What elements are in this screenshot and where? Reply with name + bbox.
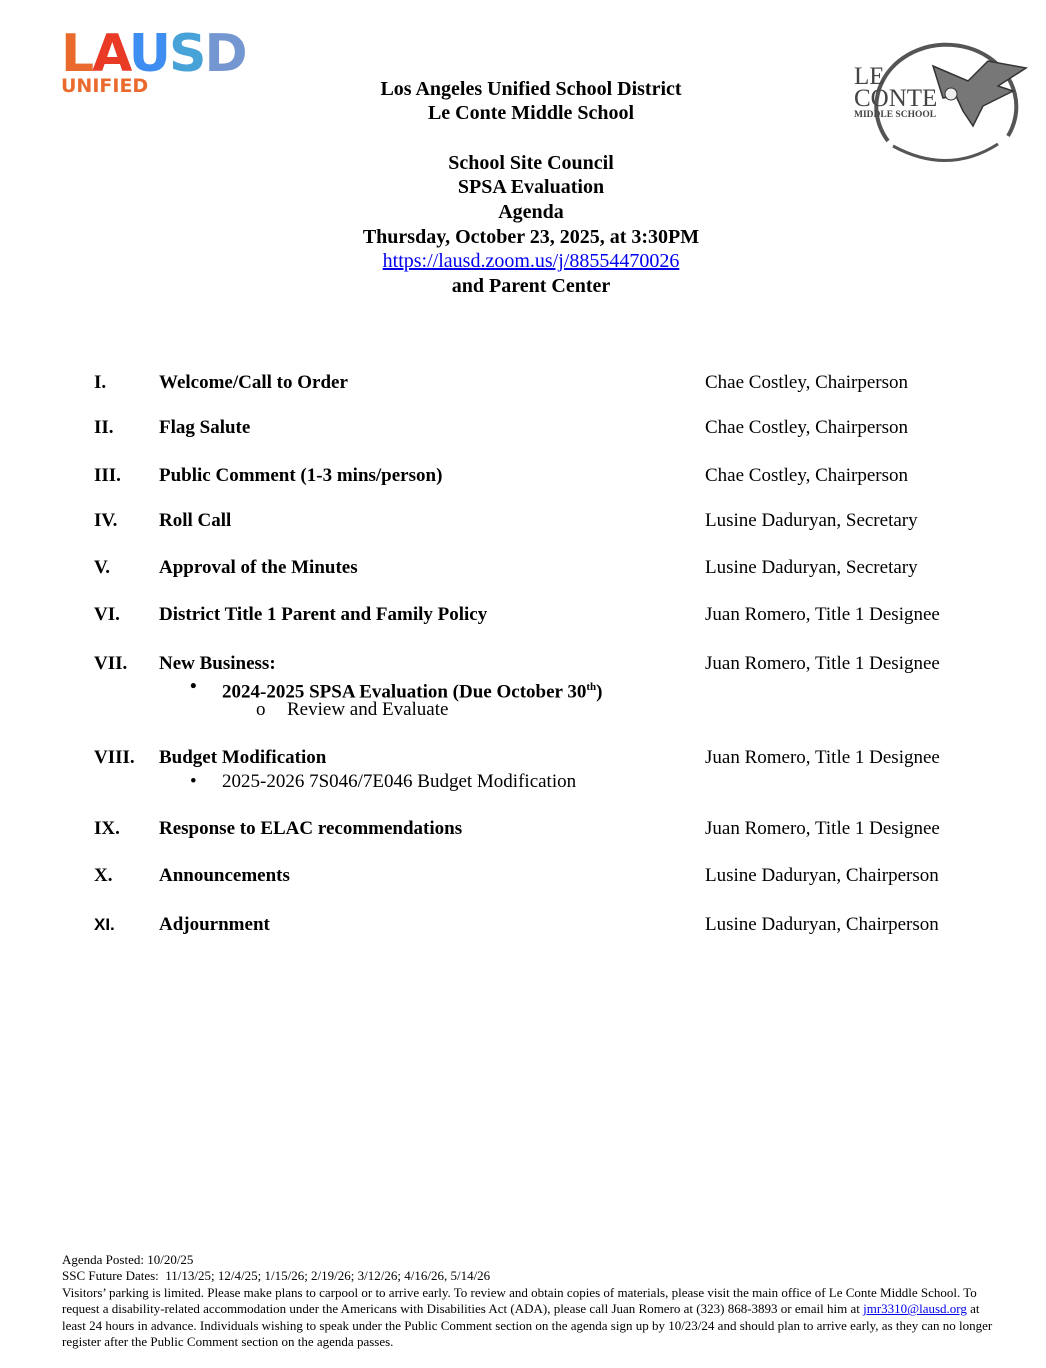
item-title: Welcome/Call to Order [159, 372, 348, 393]
zoom-link[interactable]: https://lausd.zoom.us/j/88554470026 [382, 250, 680, 272]
item-number: XI. [94, 915, 115, 934]
item-number: IV. [94, 510, 118, 531]
item-title: Budget Modification [159, 747, 327, 768]
logo-text-le: LE [854, 63, 885, 90]
agenda-subitem [190, 770, 577, 794]
item-presenter: Juan Romero, Title 1 Designee [705, 653, 940, 674]
item-title: Announcements [159, 865, 290, 886]
agenda-subitem [190, 675, 603, 703]
subitem-superscript: th [586, 681, 597, 693]
agenda-item [0, 556, 1046, 580]
item-presenter: Lusine Daduryan, Chairperson [705, 865, 939, 886]
item-number: VII. [94, 653, 128, 674]
spsa-title: SPSA Evaluation [457, 176, 605, 198]
agenda-subsubitem [256, 698, 449, 722]
item-number: I. [94, 372, 107, 393]
item-title: Roll Call [159, 510, 232, 531]
future-dates: SSC Future Dates: 11/13/25; 12/4/25; 1/15/26; 2/19/26; 3/12/26; 4/16/26, 5/14/26 [62, 1268, 491, 1284]
logo-letter: D [204, 24, 246, 84]
item-presenter: Chae Costley, Chairperson [705, 372, 908, 393]
logo-letter: A [92, 24, 129, 84]
bullet-icon: • [190, 771, 197, 792]
item-title: Response to ELAC recommendations [159, 818, 463, 839]
logo-letter: U [128, 24, 170, 84]
notice-text: Visitors’ parking is limited. Please make plans to carpool or to arrive early. To review and obtain copies of materials, please visit the main office of Le Conte Middle School. To request a disability-related accommodation under the Americans with Disabilities Act (ADA), please call Juan Romero at (323) 868-3893 or email him at [62, 1284, 977, 1317]
agenda-posted: Agenda Posted: 10/20/25 [62, 1252, 194, 1267]
meeting-datetime: Thursday, October 23, 2025, at 3:30PM [362, 226, 700, 248]
item-number: VI. [94, 604, 120, 625]
agenda-item [0, 464, 1046, 488]
meeting-location: and Parent Center [451, 275, 611, 297]
item-presenter: Juan Romero, Title 1 Designee [705, 604, 940, 625]
bullet-icon: • [190, 676, 197, 697]
agenda-item [0, 913, 1046, 937]
agenda-item [0, 817, 1046, 841]
item-presenter: Lusine Daduryan, Chairperson [705, 914, 939, 935]
item-presenter: Juan Romero, Title 1 Designee [705, 747, 940, 768]
footer-notice [62, 1285, 997, 1351]
logo-unified-text: UNIFIED [61, 75, 149, 97]
logo-text-conte: CONTE [854, 85, 938, 112]
item-presenter: Juan Romero, Title 1 Designee [705, 818, 940, 839]
council-title: School Site Council [448, 152, 614, 174]
circle-bullet-icon: o [256, 699, 266, 720]
notice-text: at least 24 hours in advance. Individuals wishing to speak under the Public Comment section on the agenda sign up by 10/23/24 and should plan to arrive early, as they can no longer register after the Public Comment section on the agenda passes. [62, 1301, 993, 1350]
logo-letter: S [169, 24, 205, 84]
subitem-text-end: ) [596, 681, 603, 703]
item-number: IX. [94, 818, 120, 839]
item-number: V. [94, 557, 111, 578]
item-presenter: Lusine Daduryan, Secretary [705, 557, 918, 578]
district-name: Los Angeles Unified School District [380, 78, 682, 100]
agenda-item [0, 416, 1046, 440]
item-presenter: Lusine Daduryan, Secretary [705, 510, 918, 531]
item-number: III. [94, 465, 121, 486]
logo-letter: L [61, 24, 93, 84]
item-title: Public Comment (1-3 mins/person) [159, 465, 443, 486]
subsubitem-text: Review and Evaluate [287, 699, 449, 720]
item-number: X. [94, 865, 113, 886]
item-title: District Title 1 Parent and Family Policy [159, 604, 488, 625]
item-title: Flag Salute [159, 417, 251, 438]
item-number: II. [94, 417, 114, 438]
agenda-title: Agenda [498, 201, 564, 223]
agenda-item [0, 371, 1046, 395]
subitem-text: 2024-2025 SPSA Evaluation (Due October 30 [222, 681, 587, 703]
subitem-text: 2025-2026 7S046/7E046 Budget Modification [222, 771, 577, 792]
agenda-item [0, 746, 1046, 770]
item-presenter: Chae Costley, Chairperson [705, 417, 908, 438]
item-title: Approval of the Minutes [159, 557, 358, 578]
logo-text-middle-school: MIDDLE SCHOOL [854, 110, 937, 120]
item-number: VIII. [94, 747, 135, 768]
agenda-item [0, 603, 1046, 627]
agenda-item [0, 652, 1046, 676]
footer [62, 1252, 997, 1350]
item-title: Adjournment [159, 914, 270, 935]
agenda-item [0, 509, 1046, 533]
email-link[interactable]: jmr3310@lausd.org [863, 1301, 967, 1317]
item-title: New Business: [159, 653, 276, 674]
item-presenter: Chae Costley, Chairperson [705, 465, 908, 486]
school-name: Le Conte Middle School [427, 102, 635, 124]
agenda-item [0, 864, 1046, 888]
